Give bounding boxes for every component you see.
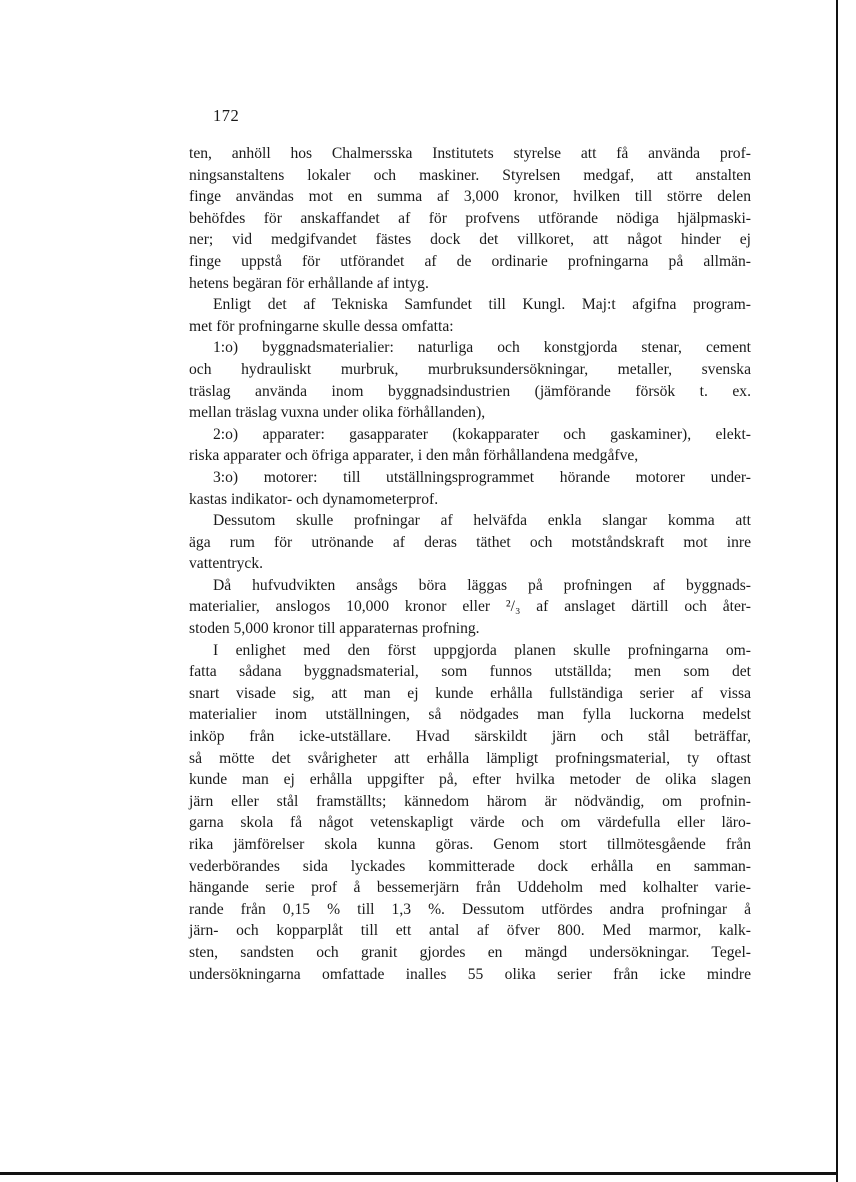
text-line: ten, anhöll hos Chalmersska Institutets styrelse att få använda prof- xyxy=(189,145,751,162)
text-line: ningsanstaltens lokaler och maskiner. Styrelsen medgaf, att anstalten xyxy=(189,166,751,184)
text-line: 2:o) apparater: gasapparater (kokapparater och gaskaminer), elekt- xyxy=(213,425,751,443)
text-line: finge uppstå för utförandet af de ordinarie profningarna på allmän- xyxy=(189,252,751,270)
text-line: så mötte det svårigheter att erhålla lämpligt profningsmaterial, ty oftast xyxy=(189,749,751,767)
body-text xyxy=(189,143,751,985)
text-line: met för profningarne skulle dessa omfatta: xyxy=(189,317,454,335)
text-line: undersökningarna omfattade inalles 55 olika serier från icke mindre xyxy=(189,965,751,983)
paragraph xyxy=(189,575,751,640)
text-line: stoden 5,000 kronor till apparaternas profning. xyxy=(189,620,480,638)
paragraph xyxy=(189,467,751,510)
text-line: inköp från icke-utställare. Hvad särskildt järn och stål beträffar, xyxy=(189,728,751,746)
paragraph xyxy=(189,337,751,423)
text-line: riska apparater och öfriga apparater, i den mån förhållandena medgåfve, xyxy=(189,447,639,465)
text-line: Enligt det af Tekniska Samfundet till Kungl. Maj:t afgifna program- xyxy=(213,296,751,314)
text-line: träslag använda inom byggnadsindustrien (jämförande försök t. ex. xyxy=(189,382,751,400)
page-number: 172 xyxy=(213,106,240,125)
page-edge-bottom xyxy=(0,1172,838,1175)
paragraph xyxy=(189,640,751,986)
text-line: järn- och kopparplåt till ett antal af öfver 800. Med marmor, kalk- xyxy=(189,922,751,940)
text-line: rande från 0,15 % till 1,3 %. Dessutom utfördes andra profningar å xyxy=(189,900,751,918)
text-line: rika jämförelser skola kunna göras. Genom stort tillmötesgående från xyxy=(189,836,751,853)
text-line: Dessutom skulle profningar af helväfda enkla slangar komma att xyxy=(213,512,751,530)
text-line: hängande serie prof å bessemerjärn från Uddeholm med kolhalter varie- xyxy=(189,879,751,897)
text-line: vattentryck. xyxy=(189,555,264,573)
text-line: äga rum för utrönande af deras täthet och motståndskraft mot inre xyxy=(189,533,751,551)
text-line: järn eller stål framställts; kännedom härom är nödvändig, om profnin- xyxy=(189,792,751,810)
paragraph xyxy=(189,424,751,467)
text-line: materialier inom utställningen, så nödgades man fylla luckorna medelst xyxy=(189,706,751,724)
text-line: mellan träslag vuxna under olika förhållanden), xyxy=(189,404,486,422)
text-line: behöfdes för anskaffandet af för profvens utförande nödiga hjälpmaski- xyxy=(189,209,751,227)
paragraph xyxy=(189,510,751,575)
text-line: finge användas mot en summa af 3,000 kronor, hvilken till större delen xyxy=(189,188,751,206)
text-line: materialier, anslogos 10,000 kronor eller ²/₃ af anslaget därtill och åter- xyxy=(189,598,751,616)
text-line: Då hufvudvikten ansågs böra läggas på profningen af byggnads- xyxy=(213,576,751,594)
paragraph xyxy=(189,294,751,337)
text-line: sten, sandsten och granit gjordes en mängd undersökningar. Tegel- xyxy=(189,943,751,961)
text-line: vederbörandes sida lyckades kommitterade dock erhålla en samman- xyxy=(189,857,751,875)
text-line: kastas indikator- och dynamometerprof. xyxy=(189,490,439,508)
text-line: ner; vid medgifvandet fästes dock det villkoret, att något hinder ej xyxy=(189,231,751,249)
paragraph xyxy=(189,143,751,294)
text-line: kunde man ej erhålla uppgifter på, efter hvilka metoder de olika slagen xyxy=(189,771,751,789)
text-line: 3:o) motorer: till utställningsprogrammet hörande motorer under- xyxy=(213,468,751,486)
text-line: fatta sådana byggnadsmaterial, som funnos utställda; men som det xyxy=(189,663,751,681)
text-line: I enlighet med den först uppgjorda planen skulle profningarna om- xyxy=(213,641,751,659)
text-line: snart visade sig, att man ej kunde erhålla fullständiga serier af vissa xyxy=(189,684,751,702)
text-line: och hydrauliskt murbruk, murbruksundersökningar, metaller, svenska xyxy=(189,360,751,378)
text-line: garna skola få något vetenskapligt värde och om värdefulla eller läro- xyxy=(189,814,751,832)
page-edge-right xyxy=(836,0,838,1182)
text-line: 1:o) byggnadsmaterialier: naturliga och konstgjorda stenar, cement xyxy=(213,339,751,357)
text-line: hetens begäran för erhållande af intyg. xyxy=(189,274,429,292)
